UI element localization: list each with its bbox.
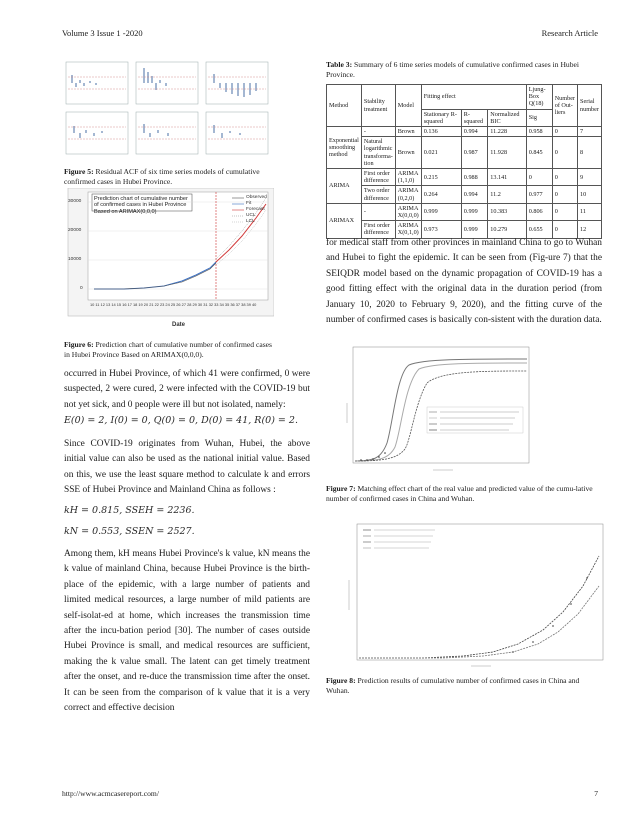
figure-8-caption-text: Prediction results of cumulative number of confirmed cases in China and Wuhan. <box>326 676 580 695</box>
y-tick-30000: 30000 <box>68 199 82 204</box>
td-outliers: 0 <box>552 186 577 203</box>
th-method: Method <box>327 85 362 127</box>
footer-url[interactable]: http://www.acmcasereport.com/ <box>62 789 159 798</box>
td-sig: 0.845 <box>526 137 552 169</box>
td-sig: 0.655 <box>526 221 552 238</box>
figure-8-chart <box>343 520 605 670</box>
td-serial: 12 <box>578 221 602 238</box>
td-sig: 0.958 <box>526 127 552 137</box>
td-r2: 0.988 <box>461 169 487 186</box>
td-r2: 0.999 <box>461 221 487 238</box>
td-model: ARIMA X(0,1,0) <box>395 221 421 238</box>
table-3-caption-text: Summary of 6 time series models of cumulative confirmed cases in Hubei Province. <box>326 60 580 79</box>
table-row <box>327 169 602 186</box>
td-r2: 0.994 <box>461 127 487 137</box>
td-r2: 0.994 <box>461 186 487 203</box>
td-stationary-r2: 0.999 <box>421 203 461 220</box>
td-stationary-r2: 0.215 <box>421 169 461 186</box>
td-outliers: 0 <box>552 221 577 238</box>
td-method: ARIMAX <box>327 203 362 238</box>
td-stationary-r2: 0.973 <box>421 221 461 238</box>
y-tick-10000: 10000 <box>68 257 82 262</box>
td-r2: 0.999 <box>461 203 487 220</box>
figure-5-caption <box>64 167 274 187</box>
th-serial: Serial number <box>578 85 602 127</box>
figure-6-label: Figure 6: <box>64 340 94 349</box>
th-stationary-r2: Stationary R-squared <box>421 109 461 126</box>
td-serial: 8 <box>578 137 602 169</box>
figure-6-caption-text: Prediction chart of cumulative number of confirmed cases in Hubei Province Based on ARIMAX(0,0,0). <box>64 340 272 359</box>
td-outliers: 0 <box>552 137 577 169</box>
td-bic: 10.383 <box>488 203 526 220</box>
td-stability: Natural logarithmic transforma-tion <box>361 137 395 169</box>
td-bic: 13.141 <box>488 169 526 186</box>
legend-fit: Fit <box>246 201 252 206</box>
left-paragraph-3: Among them, kH means Hubei Province's k value, kN means the k value of mainland China, because Hubei Province is the birth-place of the epidemic, with a large number of patients and limited medical resources, a large number of mild patients are self-isolat-ed at home, which increases the transmission time after the incu-bation period [30]. The number of cases outside Hubei Province is small, and medical resources are sufficient, making the k value small. The latent can get timely treatment after the onset, and re-duce the transmission time after the onset. It can be seen from the comparison of k value that it is a very correct and effective decision <box>64 549 310 714</box>
td-model: ARIMA (0,2,0) <box>395 186 421 203</box>
header-volume: Volume 3 Issue 1 -2020 <box>62 28 143 38</box>
figure-7-caption-text: Matching effect chart of the real value and predicted value of the cumu-lative number of confirmed cases in China and Wuhan. <box>326 484 593 503</box>
td-stability: First order difference <box>361 221 395 238</box>
figure-6-chart <box>64 188 274 333</box>
td-serial: 11 <box>578 203 602 220</box>
table-3-header-row-1 <box>327 85 602 110</box>
td-stability: Two order difference <box>361 186 395 203</box>
th-stability: Stability treatment <box>361 85 395 127</box>
figure-7-label: Figure 7: <box>326 484 356 493</box>
td-sig: 0.806 <box>526 203 552 220</box>
td-stationary-r2: 0.264 <box>421 186 461 203</box>
th-ljung-box: Ljung-Box Q(18) <box>526 85 552 110</box>
th-sig: Sig <box>526 109 552 126</box>
td-stationary-r2: 0.021 <box>421 137 461 169</box>
figure-7-chart <box>343 343 531 475</box>
td-serial: 9 <box>578 169 602 186</box>
th-r2: R-squared <box>461 109 487 126</box>
page-number: 7 <box>594 789 598 798</box>
figure-5-label: Figure 5: <box>64 167 94 176</box>
figure-5-caption-text: Residual ACF of six time series models of cumulative confirmed cases in Hubei Province. <box>64 167 260 186</box>
equation-hubei-k: kH = 0.815, SSEH = 2236. <box>64 505 195 516</box>
figure-6-caption <box>64 340 276 360</box>
equation-national-k: kN = 0.553, SSEN = 2527. <box>64 526 195 537</box>
figure-6-chart-title: Prediction chart of cumulative number of confirmed cases in Hubei Province Based on ARIMAX(0,0,0) <box>94 196 188 215</box>
td-outliers: 0 <box>552 127 577 137</box>
acf-panels <box>64 60 270 164</box>
td-model: Brown <box>395 127 421 137</box>
legend-observed: Observed <box>246 195 267 200</box>
th-model: Model <box>395 85 421 127</box>
figure-5-acf-grid <box>64 60 270 164</box>
y-tick-20000: 20000 <box>68 228 82 233</box>
td-serial: 7 <box>578 127 602 137</box>
td-method: ARIMA <box>327 169 362 204</box>
figure-8-label: Figure 8: <box>326 676 356 685</box>
x-axis-label: Date <box>172 322 186 328</box>
td-sig: 0 <box>526 169 552 186</box>
legend-forecast: Forecast <box>246 207 265 212</box>
td-model: Brown <box>395 137 421 169</box>
td-serial: 10 <box>578 186 602 203</box>
td-sig: 0.977 <box>526 186 552 203</box>
x-tick-labels: 10 11 12 13 14 15 16 17 18 19 20 21 22 23 24 25 26 27 28 29 30 31 32 33 34 35 36 37 38 39 40 <box>90 302 257 307</box>
table-row <box>327 127 602 137</box>
td-method: Exponential smoothing method <box>327 127 362 169</box>
y-tick-0: 0 <box>80 286 83 291</box>
td-outliers: 0 <box>552 169 577 186</box>
figure-6-legend <box>246 195 267 225</box>
td-bic: 11.2 <box>488 186 526 203</box>
th-bic: Normalized BIC <box>488 109 526 126</box>
table-row <box>327 186 602 203</box>
right-paragraph-1: for medical staff from other provinces in mainland China to go to Wuhan and Hubei to fight the epidemic. It can be seen from (Fig-ure 7) that the SEIQDR model based on the dynamic propagation of COVID-19 has a good fitting effect with the original data in the duration period (from January 10, 2020 to February 9, 2020), and the fitting curve of the number of confirmed cases is basically con-sistent with the duration data. <box>326 238 602 326</box>
left-paragraph-2: Since COVID-19 originates from Wuhan, Hubei, the above initial value can also be used as the national initial value. Based on this, we use the least square method to calculate k and errors SSE of Hubei Province and Mainland China as follows : <box>64 439 310 496</box>
equation-initial-values: E(0) = 2, I(0) = 0, Q(0) = 0, D(0) = 41, R(0) = 2. <box>64 415 298 426</box>
legend-ucl: UCL <box>246 213 256 218</box>
left-paragraph-1: occurred in Hubei Province, of which 41 were confirmed, 0 were suspected, 2 were cured, 2 were infected with the COVID-19 but not yet sick, and 0 people were ill but not isolated, namely: <box>64 369 310 410</box>
td-bic: 10.279 <box>488 221 526 238</box>
table-row <box>327 203 602 220</box>
td-outliers: 0 <box>552 203 577 220</box>
th-outliers: Number of Out-liers <box>552 85 577 127</box>
figure-8-caption <box>326 676 602 696</box>
td-model: ARIMA (1,1,0) <box>395 169 421 186</box>
legend-lcl: LCL <box>246 219 255 224</box>
td-stability: First order difference <box>361 169 395 186</box>
td-model: ARIMA X(0,0,0) <box>395 203 421 220</box>
td-stability: - <box>361 127 395 137</box>
td-r2: 0.987 <box>461 137 487 169</box>
header-article-type: Research Article <box>541 28 598 38</box>
figure-7-svg <box>343 343 531 475</box>
td-bic: 11.928 <box>488 137 526 169</box>
figure-7-caption <box>326 484 602 504</box>
td-stationary-r2: 0.136 <box>421 127 461 137</box>
table-3-label: Table 3: <box>326 60 353 69</box>
table-3 <box>326 84 602 239</box>
figure-8-svg <box>343 520 605 670</box>
td-stability: - <box>361 203 395 220</box>
th-fitting-effect: Fitting effect <box>421 85 526 110</box>
td-bic: 11.228 <box>488 127 526 137</box>
table-row <box>327 137 602 169</box>
table-3-caption <box>326 60 602 80</box>
